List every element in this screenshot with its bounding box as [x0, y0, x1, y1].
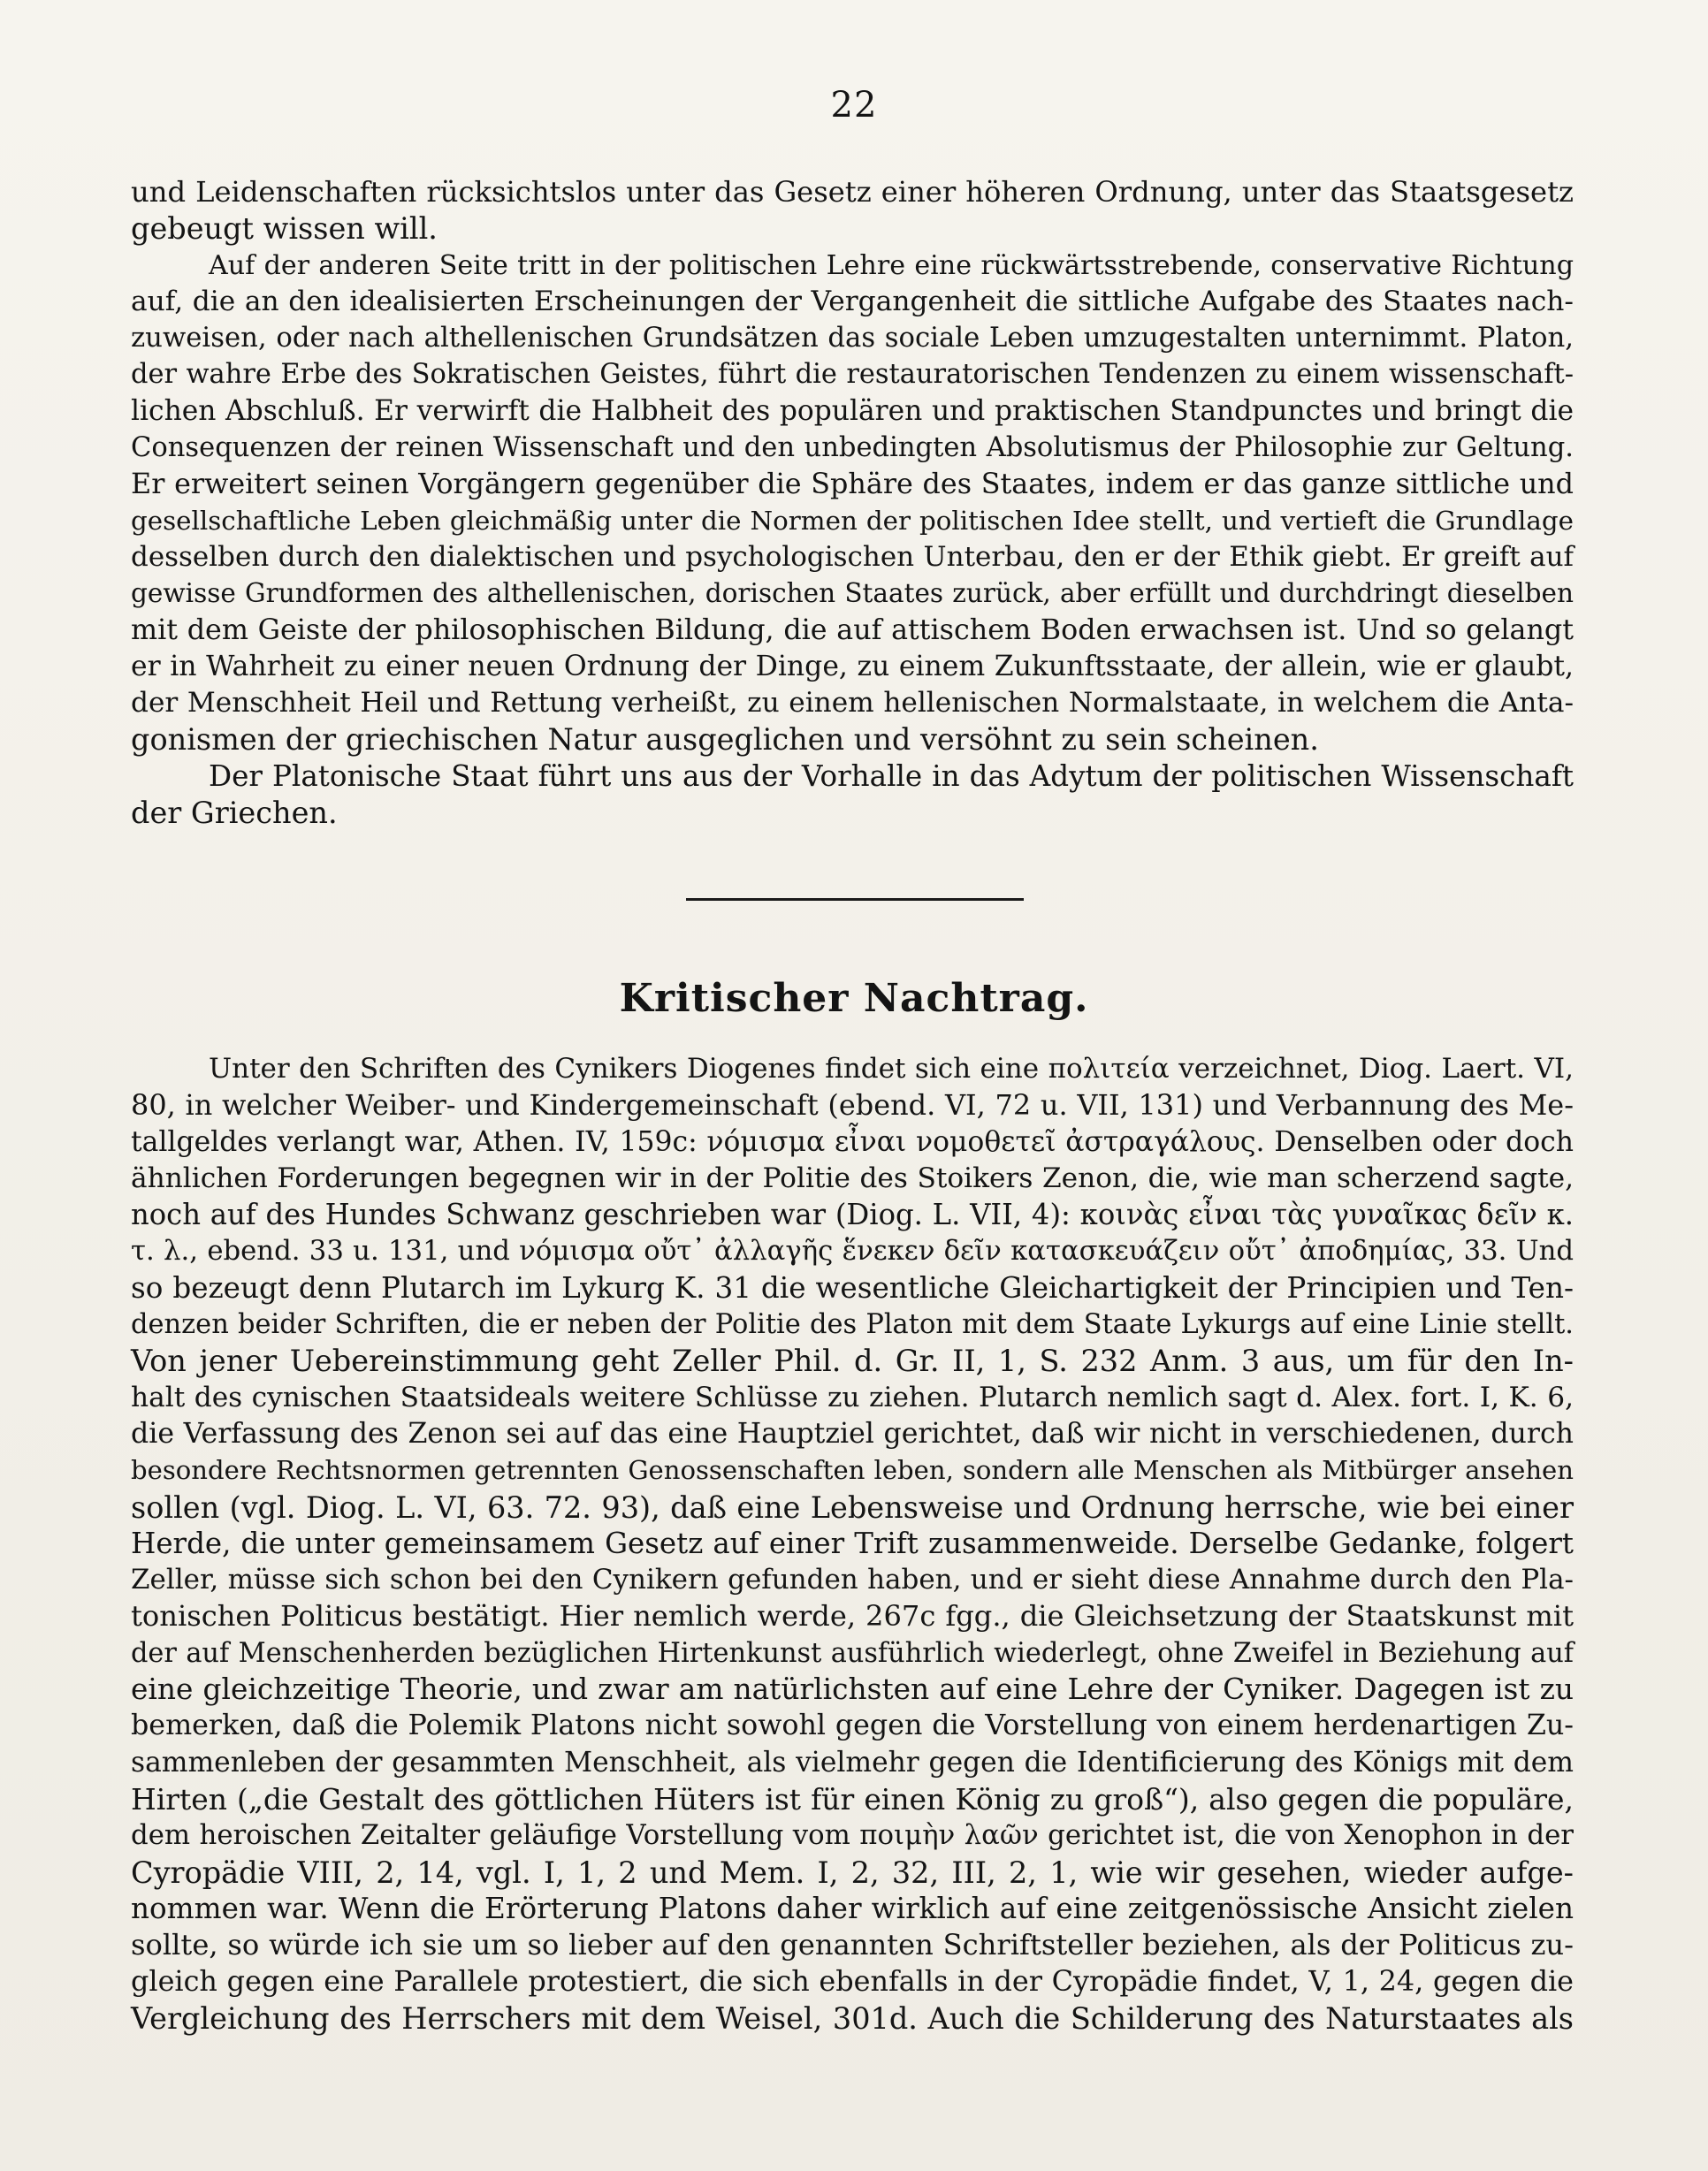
- text-line: so bezeugt denn Plutarch im Lykurg K. 31 die wesentliche Gleichartigkeit der Principien und Ten-: [131, 1270, 1574, 1305]
- text-line: Zeller, müsse sich schon bei den Cynikern gefunden haben, und er sieht diese Annahme durch den Pla-: [131, 1564, 1574, 1596]
- text-line: und Leidenschaften rücksichtslos unter das Gesetz einer höheren Ordnung, unter das Staatsgesetz: [131, 175, 1574, 209]
- text-line: Herde, die unter gemeinsamem Gesetz auf einer Trift zusammenweide. Derselbe Gedanke, folgert: [131, 1526, 1574, 1560]
- text-line: Consequenzen der reinen Wissenschaft und den unbedingten Absolutismus der Philosophie zur Geltung.: [131, 432, 1574, 464]
- text-line: ähnlichen Forderungen begegnen wir in der Politie des Stoikers Zenon, die, wie man scherzend sagte,: [131, 1162, 1574, 1194]
- main-text: [131, 174, 1574, 831]
- text-line: gebeugt wissen will.: [131, 211, 438, 247]
- text-line: auf, die an den idealisierten Erscheinungen der Vergangenheit die sittliche Aufgabe des Staates nach-: [131, 285, 1574, 317]
- text-line: eine gleichzeitige Theorie, und zwar am natürlichsten auf eine Lehre der Cyniker. Dagegen ist zu: [131, 1672, 1574, 1707]
- text-line: gewisse Grundformen des althellenischen, dorischen Staates zurück, aber erfüllt und durchdringt dieselben: [131, 578, 1574, 609]
- text-line: der wahre Erbe des Sokratischen Geistes, führt die restauratorischen Tendenzen zu einem wissenschaft-: [131, 359, 1574, 391]
- text-line: halt des cynischen Staatsideals weitere Schlüsse zu ziehen. Plutarch nemlich sagt d. Alex. fort. I, K. 6,: [131, 1381, 1574, 1413]
- text-line: gonismen der griechischen Natur ausgeglichen und versöhnt zu sein scheinen.: [131, 722, 1319, 758]
- text-line: sollen (vgl. Diog. L. VI, 63. 72. 93), daß eine Lebensweise und Ordnung herrsche, wie bei einer: [131, 1489, 1574, 1525]
- text-line: Vergleichung des Herrschers mit dem Weisel, 301d. Auch die Schilderung des Naturstaates als: [131, 2000, 1574, 2036]
- section-heading: Kritischer Nachtrag.: [619, 976, 1089, 1021]
- text-line: sollte, so würde ich sie um so lieber auf den genannten Schriftsteller beziehen, als der Politicus zu-: [131, 1928, 1574, 1962]
- text-line: der auf Menschenherden bezüglichen Hirtenkunst ausführlich wiederlegt, ohne Zweifel in Beziehung auf: [131, 1637, 1574, 1669]
- note-text: [131, 1051, 1574, 2037]
- text-line: dem heroischen Zeitalter geläufige Vorstellung vom ποιμὴν λαῶν gerichtet ist, die von Xenophon in der: [131, 1819, 1574, 1852]
- text-line: gleich gegen eine Parallele protestiert, die sich ebenfalls in der Cyropädie findet, V, 1, 24, gegen die: [131, 1964, 1574, 1999]
- text-line: Cyropädie VIII, 2, 14, vgl. I, 1, 2 und Mem. I, 2, 32, III, 2, 1, wie wir gesehen, wieder aufge-: [131, 1855, 1574, 1890]
- text-line: desselben durch den dialektischen und psychologischen Unterbau, den er der Ethik giebt. Er greift auf: [131, 540, 1574, 573]
- text-line: der Griechen.: [131, 796, 338, 831]
- text-line: Auf der anderen Seite tritt in der politischen Lehre eine rückwärtsstrebende, conservative Richtung: [209, 249, 1574, 281]
- text-line: lichen Abschluß. Er verwirft die Halbheit des populären und praktischen Standpunctes und bringt die: [131, 394, 1574, 427]
- text-line: Der Platonische Staat führt uns aus der Vorhalle in das Adytum der politischen Wissenschaft: [209, 758, 1574, 793]
- page-number: 22: [830, 85, 878, 126]
- text-line: Er erweitert seinen Vorgängern gegenüber die Sphäre des Staates, indem er das ganze sittliche und: [131, 468, 1574, 501]
- text-line: Hirten („die Gestalt des göttlichen Hüters ist für einen König zu groß“), also gegen die populäre,: [131, 1781, 1574, 1817]
- text-line: gesellschaftliche Leben gleichmäßig unter die Normen der politischen Idee stellt, und vertieft die Grundlage: [131, 505, 1574, 536]
- text-line: tonischen Politicus bestätigt. Hier nemlich werde, 267c fgg., die Gleichsetzung der Staatskunst mit: [131, 1599, 1574, 1634]
- text-line: bemerken, daß die Polemik Platons nicht sowohl gegen die Vorstellung von einem herdenartigen Zu-: [131, 1710, 1574, 1742]
- text-line: er in Wahrheit zu einer neuen Ordnung der Dinge, zu einem Zukunftsstaate, der allein, wie er glaubt,: [131, 650, 1574, 682]
- text-line: noch auf des Hundes Schwanz geschrieben war (Diog. L. VII, 4): κοινὰς εἶναι τὰς γυναῖκας δεῖν κ.: [131, 1198, 1574, 1232]
- text-line: zuweisen, oder nach althellenischen Grundsätzen das sociale Leben umzugestalten unternimmt. Platon,: [131, 322, 1574, 354]
- text-line: denzen beider Schriften, die er neben der Politie des Platon mit dem Staate Lykurgs auf eine Linie stellt.: [131, 1309, 1574, 1341]
- text-line: der Menschheit Heil und Rettung verheißt, zu einem hellenischen Normalstaate, in welchem die Anta-: [131, 687, 1574, 720]
- text-line: nommen war. Wenn die Erörterung Platons daher wirklich auf eine zeitgenössische Ansicht zielen: [131, 1891, 1574, 1925]
- text-line: die Verfassung des Zenon sei auf das eine Hauptziel gerichtet, daß wir nicht in verschiedenen, durch: [131, 1417, 1574, 1450]
- text-line: τ. λ., ebend. 33 u. 131, und νόμισμα οὔτ᾽ ἀλλαγῆς ἕνεκεν δεῖν κατασκευάζειν οὔτ᾽ ἀποδημίας, 33. Und: [131, 1236, 1574, 1268]
- text-line: 80, in welcher Weiber- und Kindergemeinschaft (ebend. VI, 72 u. VII, 131) und Verbannung des Me-: [131, 1088, 1574, 1123]
- text-line: Von jener Uebereinstimmung geht Zeller Phil. d. Gr. II, 1, S. 232 Anm. 3 aus, um für den In-: [131, 1344, 1574, 1379]
- section-divider: [686, 898, 1024, 901]
- text-line: mit dem Geiste der philosophischen Bildung, die auf attischem Boden erwachsen ist. Und so gelangt: [131, 613, 1574, 646]
- text-line: Unter den Schriften des Cynikers Diogenes findet sich eine πολιτεία verzeichnet, Diog. Laert. VI,: [209, 1053, 1574, 1085]
- text-line: besondere Rechtsnormen getrennten Genossenschaften leben, sondern alle Menschen als Mitbürger ansehen: [131, 1455, 1574, 1486]
- text-line: sammenleben der gesammten Menschheit, als vielmehr gegen die Identificierung des Königs mit dem: [131, 1746, 1574, 1779]
- text-line: tallgeldes verlangt war, Athen. IV, 159c: νόμισμα εἶναι νομοθετεῖ ἀστραγάλους. Denselben oder doch: [131, 1125, 1574, 1158]
